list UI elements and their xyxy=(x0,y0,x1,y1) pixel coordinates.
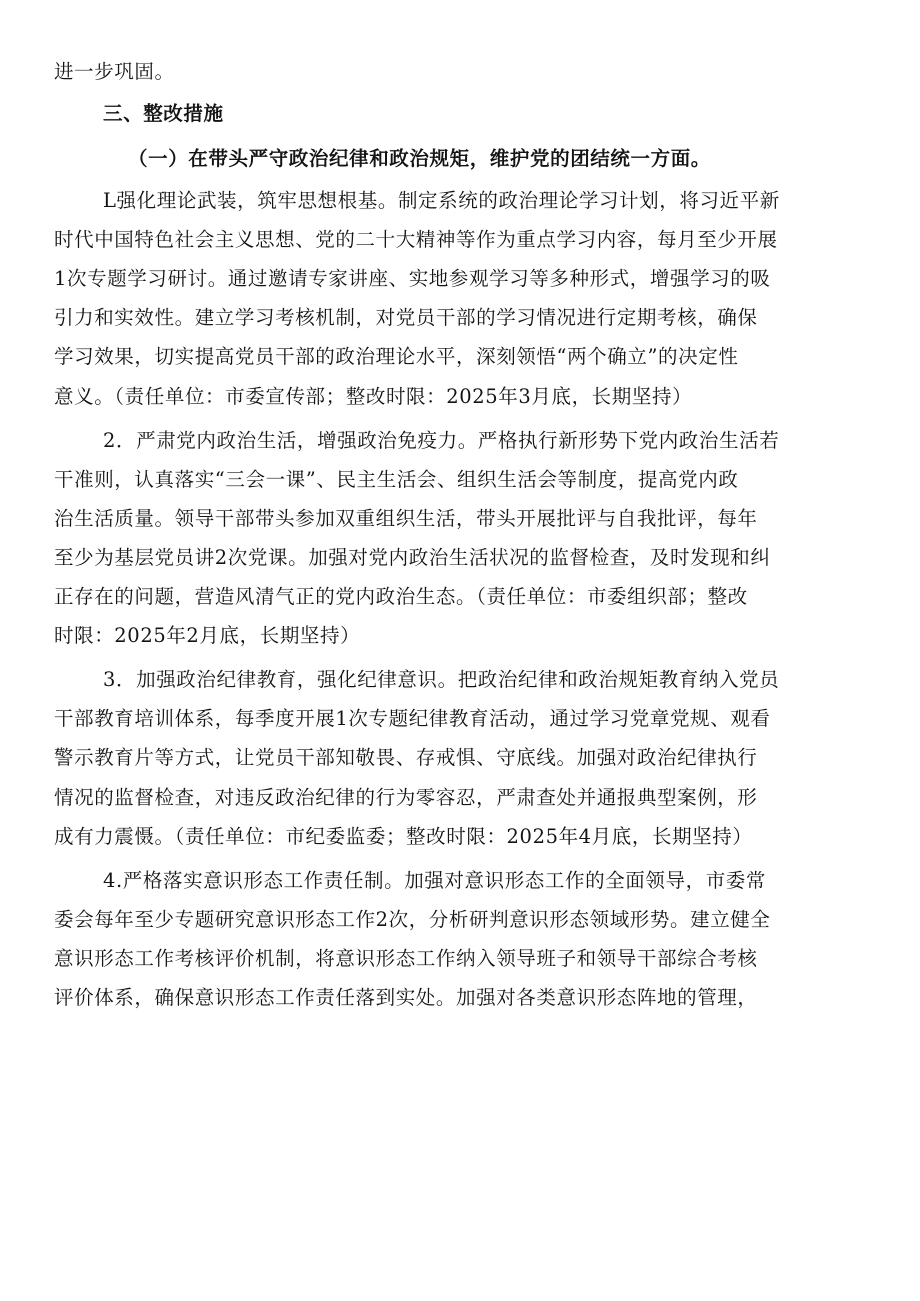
paragraph-line: 委会每年至少专题研究意识形态工作2次，分析研判意识形态领域形势。建立健全 xyxy=(54,907,771,931)
paragraph-line: 正存在的问题，营造风清气正的党内政治生态。（责任单位：市委组织部；整改 xyxy=(54,585,748,609)
paragraph-line: 成有力震慑。（责任单位：市纪委监委；整改时限：2025年4月底，长期坚持） xyxy=(54,824,753,848)
paragraph-line: 评价体系，确保意识形态工作责任落到实处。加强对各类意识形态阵地的管理， xyxy=(54,985,758,1009)
paragraph-line: 1次专题学习研讨。通过邀请专家讲座、实地参观学习等多种形式，增强学习的吸 xyxy=(54,267,771,291)
paragraph-line: 时代中国特色社会主义思想、党的二十大精神等作为重点学习内容，每月至少开展 xyxy=(54,228,778,252)
paragraph-line: 警示教育片等方式，让党员干部知敬畏、存戒惧、守底线。加强对政治纪律执行 xyxy=(54,746,758,770)
paragraph-3 xyxy=(54,660,874,855)
paragraph-line: 治生活质量。领导干部带头参加双重组织生活，带头开展批评与自我批评，每年 xyxy=(54,506,758,530)
paragraph-line: 引力和实效性。建立学习考核机制，对党员干部的学习情况进行定期考核，确保 xyxy=(54,306,758,330)
paragraph-line: 干准则，认真落实“三会一课”、民主生活会、组织生活会等制度，提高党内政 xyxy=(54,467,739,491)
paragraph-line: 意识形态工作考核评价机制，将意识形态工作纳入领导班子和领导干部综合考核 xyxy=(54,946,758,970)
paragraph-4 xyxy=(54,861,874,1017)
paragraph-line: 4.严格落实意识形态工作责任制。加强对意识形态工作的全面领导，市委常 xyxy=(103,868,767,892)
paragraph-2 xyxy=(54,421,874,656)
paragraph-line: 至少为基层党员讲2次党课。加强对党内政治生活状况的监督检查，及时发现和纠 xyxy=(54,545,771,569)
document-page xyxy=(54,52,874,1017)
section-heading: 三、整改措施 xyxy=(103,102,224,126)
subsection-heading: （一）在带头严守政治纪律和政治规矩，维护党的团结统一方面。 xyxy=(128,147,711,171)
paragraph-line: 2．严肃党内政治生活，增强政治免疫力。严格执行新形势下党内政治生活若 xyxy=(103,428,780,452)
paragraph-line: 意义。（责任单位：市委宣传部；整改时限：2025年3月底，长期坚持） xyxy=(54,384,693,408)
paragraph-line: 学习效果，切实提高党员干部的政治理论水平，深刻领悟“两个确立”的决定性 xyxy=(54,345,739,369)
paragraph-line: 情况的监督检查，对违反政治纪律的行为零容忍，严肃查处并通报典型案例，形 xyxy=(54,785,758,809)
body-text-line: 进一步巩固。 xyxy=(54,60,175,83)
paragraph-line: L强化理论武装，筑牢思想根基。制定系统的政治理论学习计划，将习近平新 xyxy=(103,189,780,213)
paragraph-1 xyxy=(54,181,874,416)
paragraph-line: 干部教育培训体系，每季度开展1次专题纪律教育活动，通过学习党章党规、观看 xyxy=(54,707,771,731)
paragraph-line: 时限：2025年2月底，长期坚持） xyxy=(54,624,361,648)
paragraph-line: 3．加强政治纪律教育，强化纪律意识。把政治纪律和政治规矩教育纳入党员 xyxy=(103,668,780,692)
